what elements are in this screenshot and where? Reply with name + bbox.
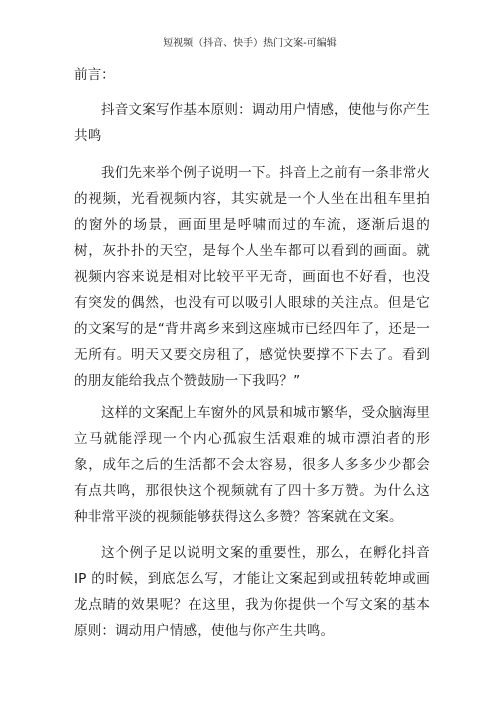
preface-label: 前言： xyxy=(74,67,115,83)
paragraph-principle: 抖音文案写作基本原则：调动用户情感，使他与你产生共鸣 xyxy=(74,102,430,144)
page-header: 短视频（抖音、快手）热门文案-可编辑 xyxy=(163,38,337,49)
paragraph-conclusion: 这个例子足以说明文案的重要性，那么，在孵化抖音 IP 的时候，到底怎么写，才能让文案起到或扭转乾坤或画龙点睛的效果呢？在这里，我为你提供一个写文案的基本原则：调动用户情感，使他与你产生共鸣。 xyxy=(74,545,430,639)
paragraph-example: 我们先来举个例子说明一下。抖音上之前有一条非常火的视频，光看视频内容，其实就是一个人坐在出租车里拍的窗外的场景，画面里是呼啸而过的车流，逐渐后退的树，灰扑扑的天空，是每个人坐车都可以看到的画面。就视频内容来说是相对比较平平无奇，画面也不好看，也没有突发的偶然，也没有可以吸引人眼球的关注点。但是它的文案写的是“背井离乡来到这座城市已经四年了，还是一无所有。明天又要交房租了，感觉快要撑不下去了。看到的朋友能给我点个赞鼓励一下我吗？” xyxy=(74,165,430,389)
paragraph-analysis: 这样的文案配上车窗外的风景和城市繁华，受众脑海里立马就能浮现一个内心孤寂生活艰难的城市漂泊者的形象，成年之后的生活都不会太容易，很多人多多少少都会有点共鸣，那很快这个视频就有了四十多万赞。为什么这种非常平淡的视频能够获得这么多赞？答案就在文案。 xyxy=(74,405,430,525)
